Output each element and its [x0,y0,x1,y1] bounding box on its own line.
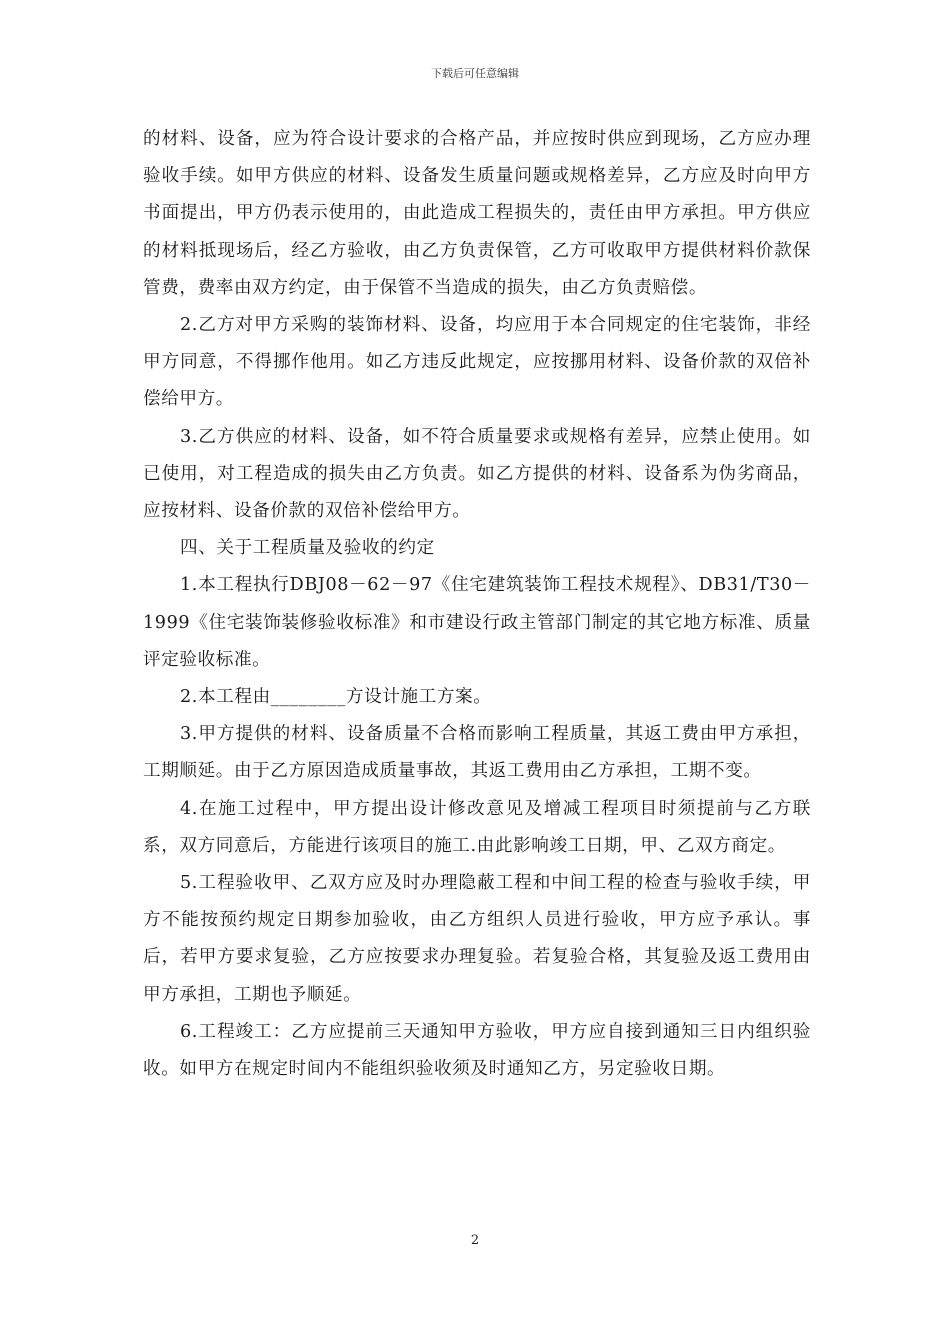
paragraph-quality-1-standards: 1.本工程执行DBJ08－62－97《住宅建筑装饰工程技术规程》、DB31/T30－1999《住宅装饰装修验收标准》和市建设行政主管部门制定的其它地方标准、质量评定验收标准。 [143,575,811,670]
paragraph-quality-3-rework: 3.甲方提供的材料、设备质量不合格而影响工程质量，其返工费由甲方承担，工期顺延。由于乙方原因造成质量事故，其返工费用由乙方承担，工期不变。 [143,724,811,782]
paragraph-quality-2-design: 2.本工程由________方设计施工方案。 [180,687,492,708]
paragraph-item-3-supply: 3.乙方供应的材料、设备，如不符合质量要求或规格有差异，应禁止使用。如已使用，对工程造成的损失由乙方负责。如乙方提供的材料、设备系为伪劣商品，应按材料、设备价款的双倍补偿给甲方。 [143,426,811,522]
paragraph-item-2-purchase: 2.乙方对甲方采购的装饰材料、设备，均应用于本合同规定的住宅装饰，非经甲方同意，不得挪作他用。如乙方违反此规定，应按挪用材料、设备价款的双倍补偿给甲方。 [143,315,811,410]
paragraph-quality-5-inspection: 5.工程验收甲、乙双方应及时办理隐蔽工程和中间工程的检查与验收手续，甲方不能按预约规定日期参加验收，由乙方组织人员进行验收，甲方应予承认。事后，若甲方要求复验，乙方应按要求办理复验。若复验合格，其复验及返工费用由甲方承担，工期也予顺延。 [143,873,811,1005]
section-heading-quality-acceptance: 四、关于工程质量及验收的约定 [180,538,435,559]
paragraph-quality-4-changes: 4.在施工过程中，甲方提出设计修改意见及增减工程项目时须提前与乙方联系，双方同意后，方能进行该项目的施工.由此影响竣工日期，甲、乙双方商定。 [143,798,811,856]
page-number: 2 [470,1233,480,1248]
page-header: 下载后可任意编辑 [431,67,519,80]
document-body [143,121,811,1088]
paragraph-quality-6-completion: 6.工程竣工：乙方应提前三天通知甲方验收，甲方应自接到通知三日内组织验收。如甲方在规定时间内不能组织验收须及时通知乙方，另定验收日期。 [143,1021,811,1080]
paragraph-materials-continued: 的材料、设备，应为符合设计要求的合格产品，并应按时供应到现场，乙方应办理验收手续。如甲方供应的材料、设备发生质量问题或规格差异，乙方应及时向甲方书面提出，甲方仍表示使用的，由此造成工程损失的，责任由甲方承担。甲方供应的材料抵现场后，经乙方验收，由乙方负责保管，乙方可收取甲方提供材料价款保管费，费率由双方约定，由于保管不当造成的损失，由乙方负责赔偿。 [143,129,811,298]
